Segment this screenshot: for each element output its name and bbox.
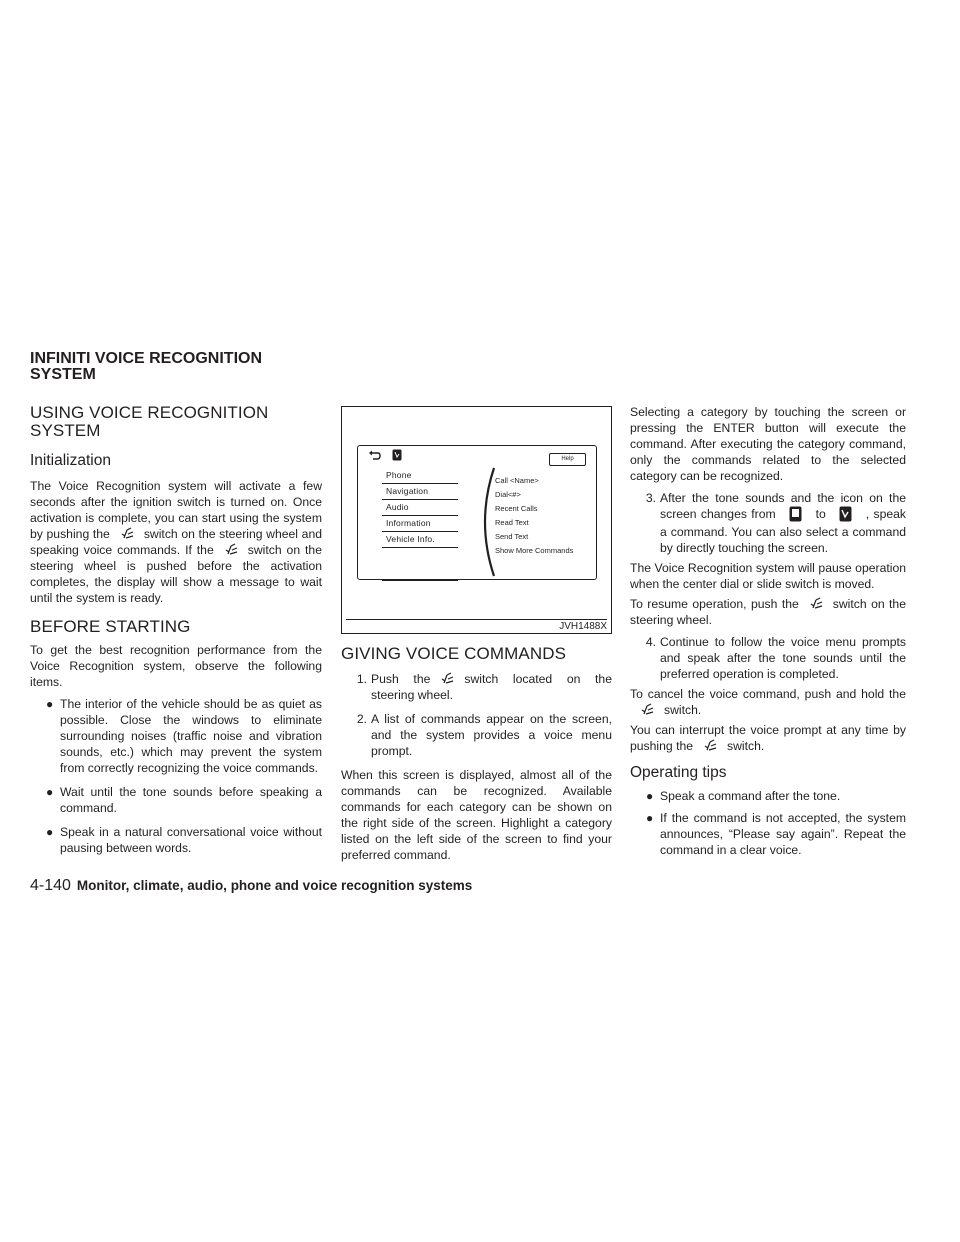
bullet-text: If the command is not accepted, the system announces, “Please say again”. Repeat the command in a clear voice. (660, 811, 906, 857)
heading-operating-tips: Operating tips (630, 764, 727, 781)
talk-switch-icon (799, 596, 833, 610)
talk-switch-icon (214, 542, 248, 556)
step3-text-b: , speak a command. You can also select a command by directly touching the screen. (660, 507, 906, 555)
step-text (660, 490, 906, 556)
resume-text-a: To resume operation, push the (630, 597, 799, 611)
heading-using-voice-recognition: USING VOICE RECOGNITION SYSTEM (30, 403, 269, 440)
step-number: 3. (645, 491, 656, 505)
list-item (646, 788, 906, 804)
page-footer (30, 878, 472, 894)
step-text (371, 671, 612, 703)
menu-item-phone[interactable]: Phone (382, 468, 458, 484)
step-2 (341, 711, 612, 759)
step1-text-a: Push the (371, 672, 431, 686)
list-item (646, 810, 906, 858)
menu-item-information[interactable]: Information (382, 516, 458, 532)
column-left (30, 404, 322, 856)
column-right (630, 404, 906, 858)
step-1 (341, 671, 612, 703)
bullet-text: The interior of the vehicle should be as quiet as possible. Close the windows to eliminate surrounding noises (traffic noise and vibration sounds, etc.) which may prevent the system from correctly recognizing the voice commands. (60, 697, 322, 775)
bullet-icon: ● (646, 789, 654, 803)
chapter-title: Monitor, climate, audio, phone and voice recognition systems (76, 878, 473, 893)
resume-text-b: switch on the steering wheel. (630, 597, 906, 627)
init-text-3: switch on the steering wheel is pushed before the activation completes, the display will show a message to wait until the system is ready. (30, 543, 322, 605)
figure-code: JVH1488X (559, 621, 607, 632)
interrupt-text-b: switch. (727, 739, 765, 753)
voice-recognition-active-icon (826, 506, 866, 524)
command-item[interactable]: Send Text (495, 532, 529, 541)
category-selection-paragraph: Selecting a category by touching the screen or pressing the ENTER button will execute the command. After executing the category command, only the commands related to the selected category can be recognized. (630, 405, 906, 483)
step-text: Continue to follow the voice menu prompts and speak after the tone sounds until the preferred operation is completed. (660, 635, 906, 681)
step-4 (630, 634, 906, 682)
column-middle (341, 404, 612, 863)
before-starting-paragraph: To get the best recognition performance from the Voice Recognition system, observe the following items. (30, 643, 322, 689)
step-3 (630, 490, 906, 556)
step-number: 1. (356, 672, 367, 686)
bullet-text: Speak a command after the tone. (660, 789, 841, 803)
step-number: 4. (645, 635, 656, 649)
talk-switch-icon (630, 702, 664, 716)
cancel-text-b: switch. (664, 703, 702, 717)
initialization-paragraph (30, 478, 322, 606)
category-menu (382, 468, 458, 581)
voice-recognition-icon (392, 449, 402, 461)
pause-paragraph: The Voice Recognition system will pause operation when the center dial or slide switch is moved. (630, 561, 906, 591)
command-item[interactable]: Read Text (495, 518, 529, 527)
interrupt-text-a: You can interrupt the voice prompt at any time by pushing the (630, 723, 906, 753)
section-title (30, 351, 330, 383)
bullet-icon: ● (46, 825, 54, 839)
cancel-paragraph (630, 686, 906, 718)
command-list (495, 474, 573, 558)
init-text-2: switch on the steering wheel and speaking voice commands. If the (30, 527, 323, 557)
talk-switch-icon (110, 526, 144, 540)
command-item[interactable]: Call <Name> (495, 476, 539, 485)
command-item[interactable]: Recent Calls (495, 504, 538, 513)
menu-item-audio[interactable]: Audio (382, 500, 458, 516)
section-title-line2: SYSTEM (30, 366, 96, 383)
menu-item-vehicle-info[interactable]: Vehicle Info. (382, 532, 458, 548)
menu-item-navigation[interactable]: Navigation (382, 484, 458, 500)
talk-switch-icon (693, 738, 727, 752)
interrupt-paragraph (630, 722, 906, 754)
list-item (46, 824, 322, 856)
figure-rule (346, 619, 607, 620)
help-button[interactable]: Help (549, 453, 586, 466)
step-2-note: When this screen is displayed, almost all of the commands can be recognized. Available commands for each category can be shown on the right side of the screen. Highlight a category listed on the left side of the screen to find your preferred command. (341, 768, 612, 862)
display-screen (357, 445, 597, 580)
voice-recognition-idle-icon (776, 506, 816, 524)
resume-paragraph (630, 596, 906, 628)
step1-text-b: switch located on the steering wheel. (371, 672, 612, 702)
step3-to: to (815, 507, 826, 521)
menu-divider (382, 565, 458, 581)
bullet-icon: ● (46, 697, 54, 711)
list-item (46, 696, 322, 776)
bullet-text: Wait until the tone sounds before speaking a command. (60, 785, 322, 815)
bullet-text: Speak in a natural conversational voice without pausing between words. (60, 825, 322, 855)
section-title-line1: INFINITI VOICE RECOGNITION (30, 350, 263, 367)
step-number: 2. (356, 712, 367, 726)
heading-before-starting: BEFORE STARTING (30, 617, 191, 636)
command-item[interactable]: Dial<#> (495, 490, 521, 499)
back-arrow-icon (368, 449, 382, 461)
init-text-1: The Voice Recognition system will activate a few seconds after the ignition switch is turned on. Once activation is complete, you can start using the system by pushing the (30, 479, 322, 541)
step-text: A list of commands appear on the screen, and the system provides a voice menu prompt. (371, 712, 612, 758)
voice-menu-screen-figure (341, 406, 612, 634)
divider-curve (468, 466, 498, 578)
step3-text-a: After the tone sounds and the icon on the screen changes from (660, 491, 906, 521)
bullet-icon: ● (46, 785, 54, 799)
bullet-icon: ● (646, 811, 654, 825)
list-item (46, 784, 322, 816)
command-item[interactable]: Show More Commands (495, 546, 574, 555)
talk-switch-icon (430, 671, 464, 685)
heading-initialization: Initialization (30, 452, 111, 469)
heading-giving-voice-commands: GIVING VOICE COMMANDS (341, 644, 567, 663)
page-number: 4-140 (30, 877, 71, 894)
cancel-text-a: To cancel the voice command, push and hold the (630, 687, 906, 701)
